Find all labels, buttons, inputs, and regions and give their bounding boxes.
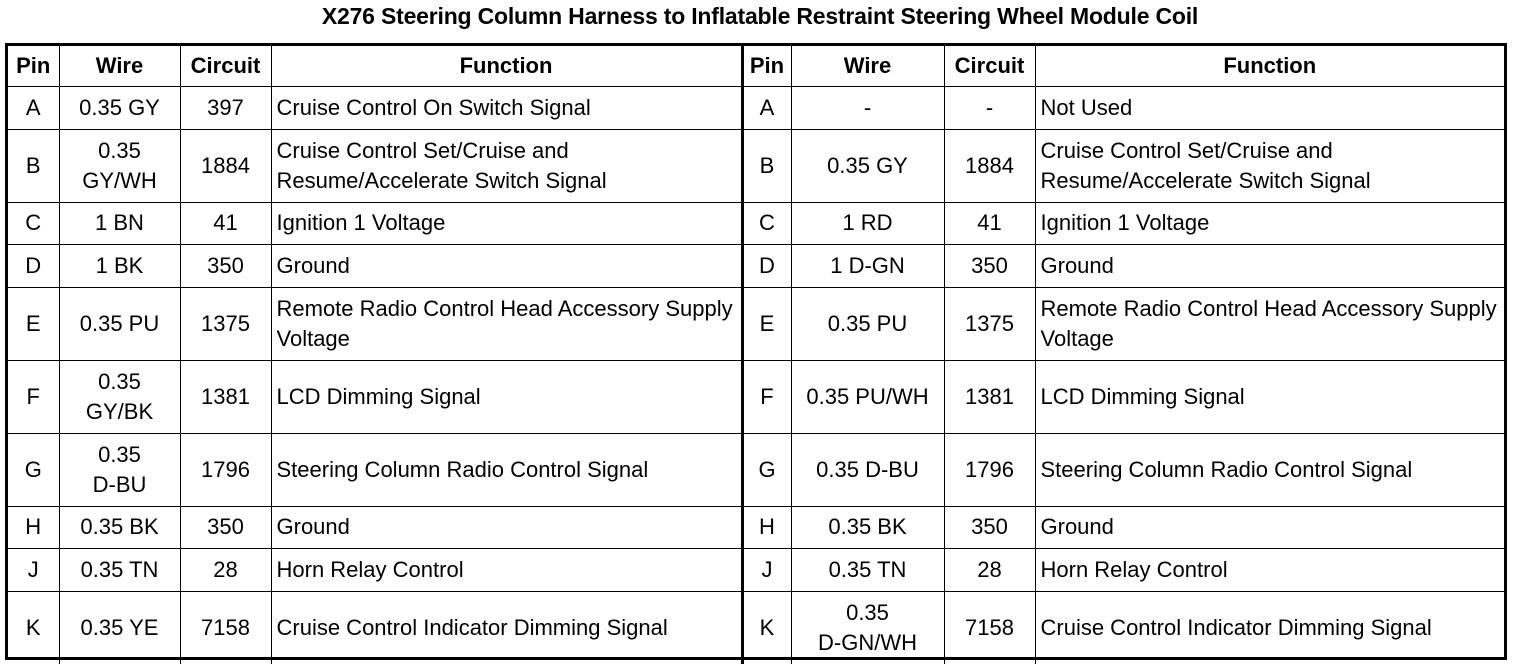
wire-cell <box>59 548 180 591</box>
pin-cell: E <box>8 287 59 360</box>
circuit-cell: 1884 <box>180 129 271 202</box>
wire-text: 0.35 PU <box>79 310 160 336</box>
table-row <box>8 506 1504 548</box>
function-cell: Ground <box>271 244 742 287</box>
wire-text: 1 D-GN <box>830 252 905 278</box>
table-row <box>8 202 1504 244</box>
wire-cell <box>791 506 944 548</box>
circuit-cell: 1796 <box>180 433 271 506</box>
wire-text: 0.35 BK <box>80 514 159 539</box>
function-cell: Steering Column Radio Control Signal <box>271 433 742 506</box>
wire-text: - <box>863 94 872 120</box>
circuit-cell: 1375 <box>180 287 271 360</box>
circuit-cell: 7158 <box>944 591 1035 664</box>
wire-text: 0.35 <box>98 441 141 467</box>
column-header-circuit: Circuit <box>944 46 1035 86</box>
header-row <box>8 46 1504 86</box>
table-row <box>8 360 1504 433</box>
function-cell: Ground <box>1035 244 1504 287</box>
pin-cell: D <box>742 244 791 287</box>
function-cell: Steering Column Radio Control Signal <box>1035 433 1504 506</box>
wire-text: 0.35 YE <box>80 614 159 640</box>
function-cell: Ground <box>1035 506 1504 548</box>
function-cell: Cruise Control Indicator Dimming Signal <box>1035 591 1504 664</box>
wire-cell <box>59 287 180 360</box>
circuit-cell: 1381 <box>180 360 271 433</box>
connector-table-frame <box>5 43 1507 660</box>
circuit-cell: 1884 <box>944 129 1035 202</box>
wire-cell <box>791 287 944 360</box>
pin-cell: J <box>8 548 59 591</box>
pin-cell: H <box>742 506 791 548</box>
wire-cell <box>791 360 944 433</box>
circuit-cell: 41 <box>944 202 1035 244</box>
function-cell: Ignition 1 Voltage <box>1035 202 1504 244</box>
pin-cell: J <box>742 548 791 591</box>
wire-cell <box>791 591 944 664</box>
column-header-wire: Wire <box>59 46 180 86</box>
wire-cell <box>791 244 944 287</box>
wire-text: 0.35 TN <box>80 556 159 582</box>
function-cell: Ground <box>271 506 742 548</box>
wire-text: 0.35 TN <box>828 556 907 582</box>
function-cell: Horn Relay Control <box>271 548 742 591</box>
table-row <box>8 86 1504 129</box>
wire-text: 0.35 GY <box>79 94 160 120</box>
table-row <box>8 287 1504 360</box>
wire-cell <box>59 591 180 664</box>
wire-cell <box>59 244 180 287</box>
circuit-cell: 350 <box>180 244 271 287</box>
wire-text: 0.35 <box>98 368 141 394</box>
circuit-cell: 350 <box>944 244 1035 287</box>
pin-cell: G <box>742 433 791 506</box>
wire-text: D-BU <box>92 471 147 497</box>
column-header-function: Function <box>1035 46 1504 86</box>
function-cell: Not Used <box>1035 86 1504 129</box>
table-row <box>8 129 1504 202</box>
wire-cell <box>59 86 180 129</box>
pin-cell: B <box>742 129 791 202</box>
function-cell: LCD Dimming Signal <box>1035 360 1504 433</box>
wire-cell <box>791 548 944 591</box>
circuit-cell: 28 <box>944 548 1035 591</box>
circuit-cell: 1375 <box>944 287 1035 360</box>
pin-cell: K <box>8 591 59 664</box>
circuit-cell: 397 <box>180 86 271 129</box>
wire-cell <box>59 202 180 244</box>
function-cell: Cruise Control Set/Cruise and Resume/Accelerate Switch Signal <box>271 129 742 202</box>
wire-text: 0.35 <box>98 137 141 163</box>
wire-cell <box>791 86 944 129</box>
page-title: X276 Steering Column Harness to Inflatable Restraint Steering Wheel Module Coil <box>321 3 1199 29</box>
pin-cell: C <box>8 202 59 244</box>
function-cell: Cruise Control Indicator Dimming Signal <box>271 591 742 664</box>
wire-text: D-GN/WH <box>818 629 917 655</box>
table-row <box>8 433 1504 506</box>
function-cell: Cruise Control On Switch Signal <box>271 86 742 129</box>
wire-cell <box>59 360 180 433</box>
wire-text: 0.35 PU/WH <box>806 383 929 409</box>
pin-cell: B <box>8 129 59 202</box>
wire-cell <box>59 433 180 506</box>
table-row <box>8 244 1504 287</box>
wire-text: 1 RD <box>842 210 893 235</box>
pin-cell: F <box>742 360 791 433</box>
wire-text: 1 BK <box>95 252 144 278</box>
circuit-cell: 350 <box>180 506 271 548</box>
function-cell: LCD Dimming Signal <box>271 360 742 433</box>
circuit-cell: 350 <box>944 506 1035 548</box>
wire-cell <box>791 129 944 202</box>
pin-cell: K <box>742 591 791 664</box>
pin-cell: A <box>742 86 791 129</box>
wire-text: 0.35 D-BU <box>816 456 919 482</box>
function-cell: Remote Radio Control Head Accessory Supply Voltage <box>1035 287 1504 360</box>
circuit-cell: 7158 <box>180 591 271 664</box>
column-header-function: Function <box>271 46 742 86</box>
circuit-cell: 28 <box>180 548 271 591</box>
column-header-pin: Pin <box>742 46 791 86</box>
circuit-cell: 41 <box>180 202 271 244</box>
wire-text: GY/BK <box>85 398 154 424</box>
wire-text: GY/WH <box>82 167 157 193</box>
function-cell: Remote Radio Control Head Accessory Supply Voltage <box>271 287 742 360</box>
wire-cell <box>791 202 944 244</box>
circuit-cell: 1381 <box>944 360 1035 433</box>
function-cell: Ignition 1 Voltage <box>271 202 742 244</box>
pin-cell: E <box>742 287 791 360</box>
circuit-cell: - <box>944 86 1035 129</box>
wire-cell <box>59 129 180 202</box>
wire-text: 0.35 <box>846 599 889 625</box>
wire-text: 0.35 GY <box>827 152 908 178</box>
function-cell: Cruise Control Set/Cruise and Resume/Accelerate Switch Signal <box>1035 129 1504 202</box>
table-row <box>8 548 1504 591</box>
table-row <box>8 591 1504 664</box>
column-header-pin: Pin <box>8 46 59 86</box>
wire-text: 0.35 PU <box>827 310 908 336</box>
pin-cell: A <box>8 86 59 129</box>
pin-cell: H <box>8 506 59 548</box>
connector-pinout-table <box>8 46 1504 664</box>
column-header-wire: Wire <box>791 46 944 86</box>
wire-text: 1 BN <box>95 210 144 235</box>
function-cell: Horn Relay Control <box>1035 548 1504 591</box>
pin-cell: G <box>8 433 59 506</box>
wire-text: 0.35 BK <box>828 514 907 539</box>
pin-cell: D <box>8 244 59 287</box>
pin-cell: C <box>742 202 791 244</box>
pin-cell: F <box>8 360 59 433</box>
column-header-circuit: Circuit <box>180 46 271 86</box>
wire-cell <box>59 506 180 548</box>
wire-cell <box>791 433 944 506</box>
circuit-cell: 1796 <box>944 433 1035 506</box>
